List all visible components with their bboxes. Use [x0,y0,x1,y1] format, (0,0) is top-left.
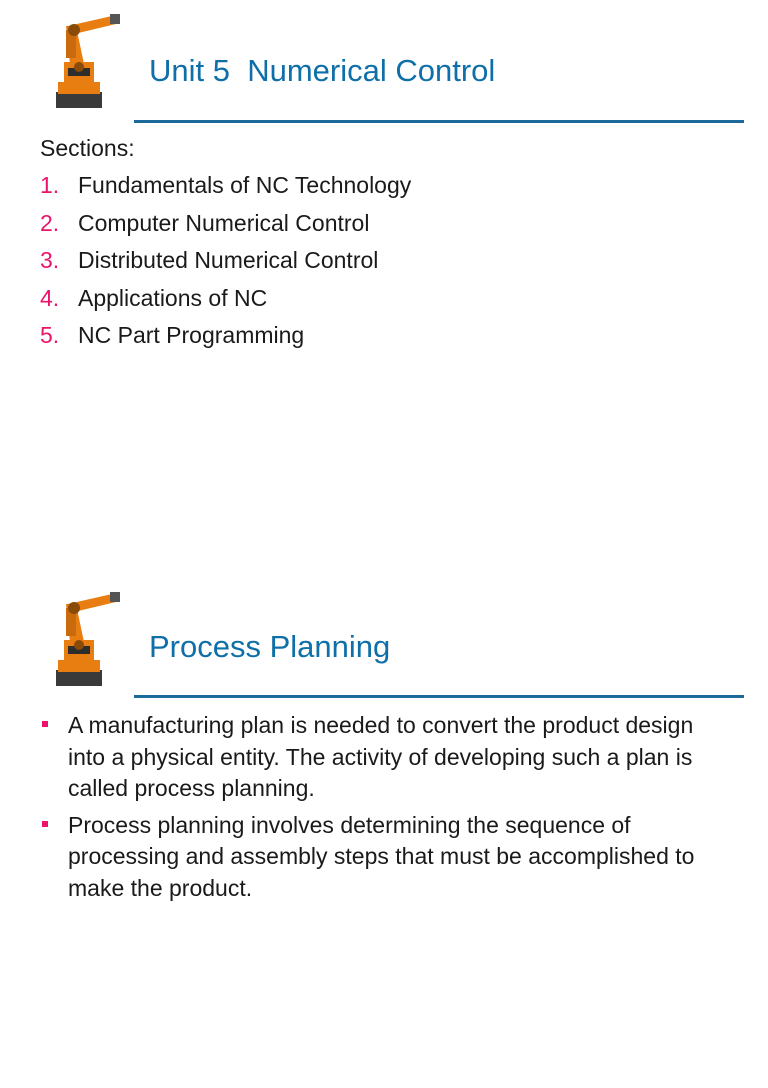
bullet-text: Process planning involves determining the sequence of processing and assembly steps that must be accomplished to make the product. [68,811,695,901]
section-number: 2. [40,209,60,236]
section-item [40,285,411,323]
robot-arm-icon [46,12,124,112]
section-item [40,210,411,248]
slide-title: Process Planning [149,629,391,664]
slide-process-planning [0,576,768,1088]
bullet-item [40,810,730,905]
section-item [40,247,411,285]
section-text: NC Part Programming [78,322,305,348]
sections-list [40,172,411,360]
slide-unit-5 [0,0,768,512]
section-number: 5. [40,322,60,348]
section-text: Applications of NC [78,284,268,311]
section-text: Computer Numerical Control [78,209,370,236]
bullet-text: A manufacturing plan is needed to convert the product design into a physical entity. The activity of developing such a plan is called process planning. [68,712,694,801]
section-number: 1. [40,172,60,198]
robot-arm-icon [46,590,124,690]
section-text: Distributed Numerical Control [78,247,379,273]
section-number: 4. [40,284,60,311]
section-item [40,172,411,210]
slide-title: Unit 5 Numerical Control [149,53,496,88]
title-divider [134,695,744,698]
sections-label: Sections: [40,135,135,161]
bullet-item [40,710,730,805]
bullet-square-icon [40,710,68,805]
bullet-square-icon [40,810,68,905]
section-item [40,322,411,360]
bullet-list [40,710,730,909]
section-text: Fundamentals of NC Technology [78,172,412,198]
section-number: 3. [40,247,60,273]
title-divider [134,120,744,123]
